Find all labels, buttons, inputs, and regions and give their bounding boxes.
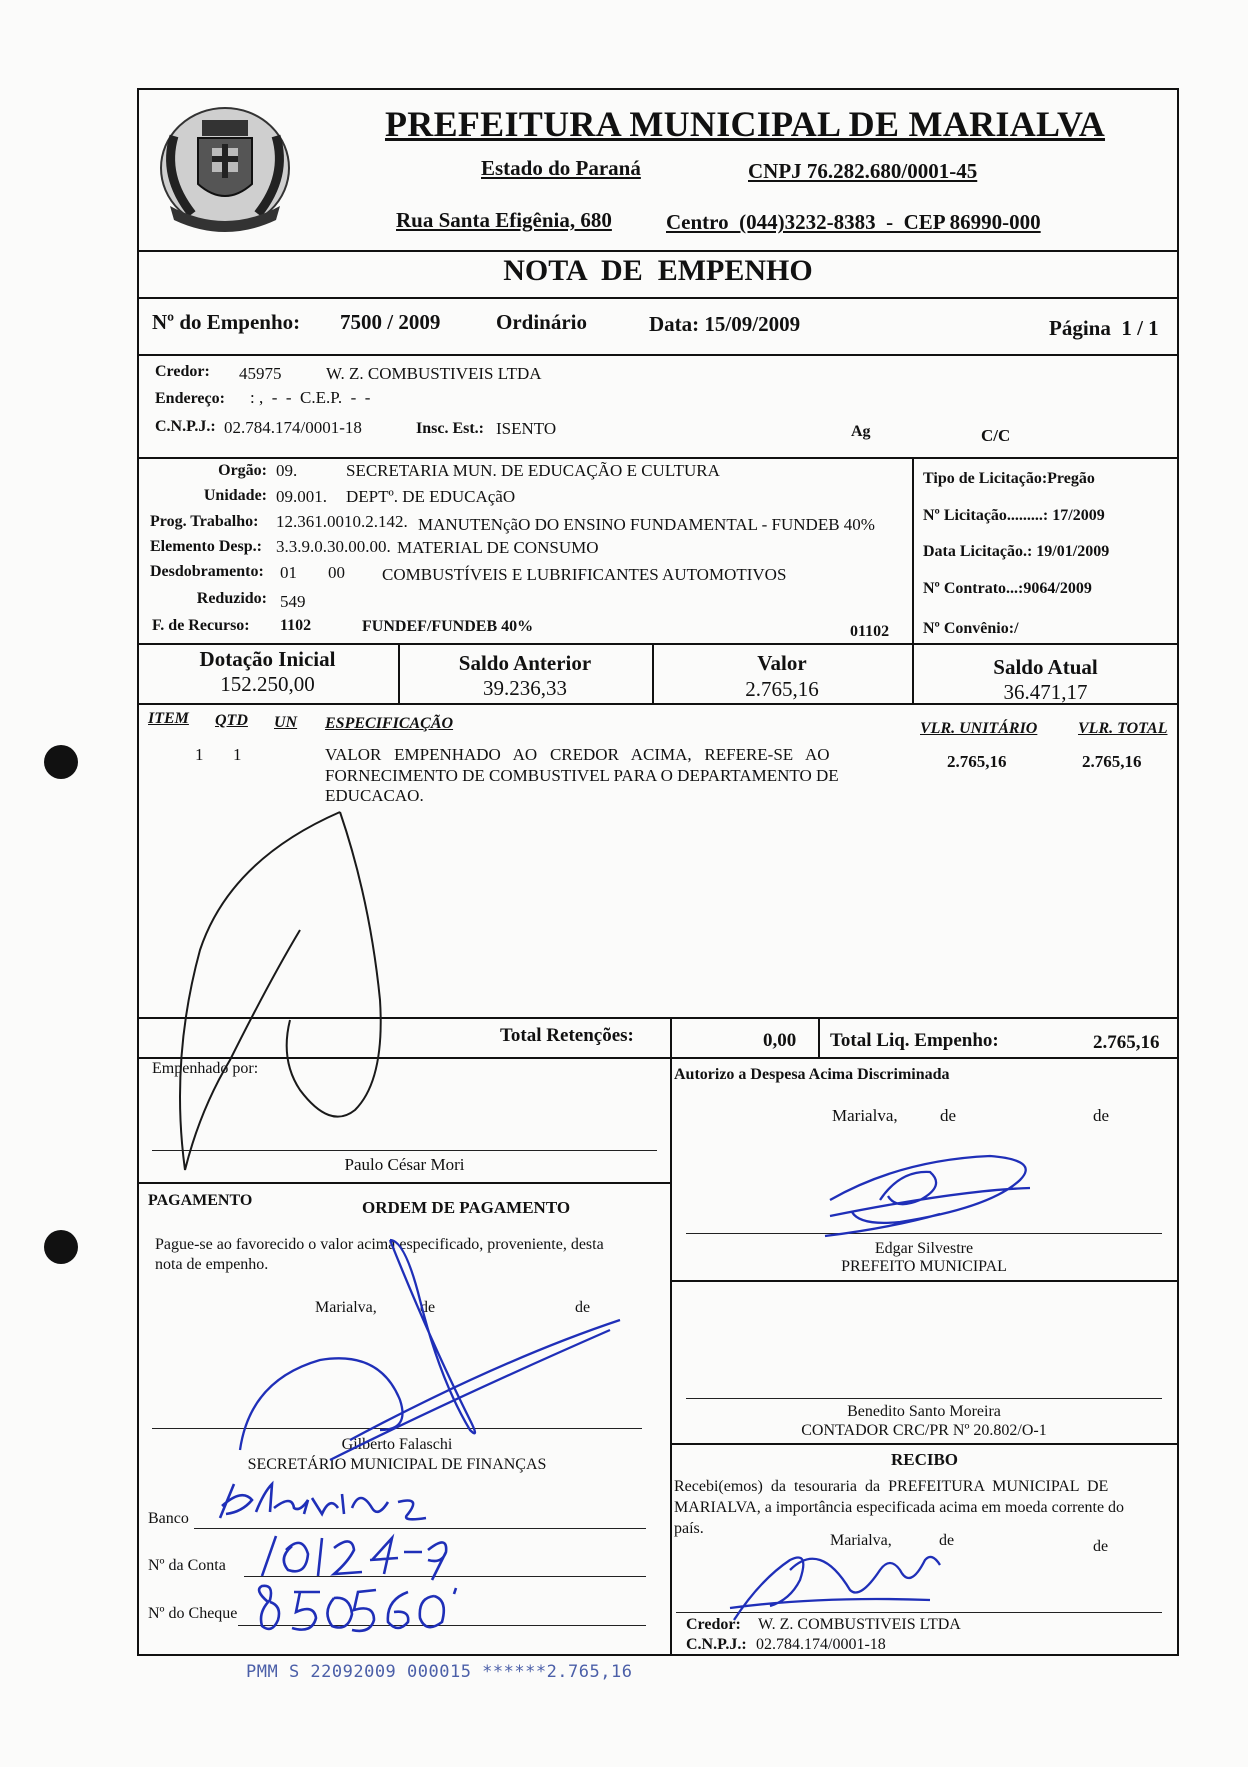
autorizo-despesa: Autorizo a Despesa Acima Discriminada <box>674 1066 950 1083</box>
handwritten-conta <box>252 1530 452 1587</box>
page-number: Página 1 / 1 <box>1049 316 1159 340</box>
municipality-cnpj: CNPJ 76.282.680/0001-45 <box>748 159 978 183</box>
credor-code: 45975 <box>239 364 282 383</box>
numero-contrato: Nº Contrato...:9064/2009 <box>923 580 1092 597</box>
conta-corrente-label: C/C <box>981 426 1011 445</box>
prog-trabalho-code: 12.361.0010.2.142. <box>276 512 408 531</box>
reduzido-label: Reduzido: <box>196 590 267 607</box>
ordem-marialva: Marialva, <box>315 1299 377 1316</box>
agencia-label: Ag <box>851 423 871 440</box>
recibo-cnpj-label: C.N.P.J.: <box>686 1636 747 1653</box>
total-retencoes-label: Total Retenções: <box>500 1025 634 1046</box>
desdobramento-name: COMBUSTÍVEIS E LUBRIFICANTES AUTOMOTIVOS <box>382 565 787 584</box>
item-spec-line2: FORNECIMENTO DE COMBUSTIVEL PARA O DEPARTAMENTO DE <box>325 766 839 785</box>
elemento-desp-name: MATERIAL DE CONSUMO <box>397 538 599 557</box>
insc-est-value: ISENTO <box>496 419 557 438</box>
pagamento-label: PAGAMENTO <box>148 1192 253 1209</box>
cnpj-value: 02.784.174/0001-18 <box>224 418 362 437</box>
handwritten-banco <box>212 1478 442 1535</box>
credor-label: Credor: <box>155 363 210 380</box>
autorizo-de2: de <box>1093 1106 1110 1125</box>
item-number: 1 <box>195 745 204 764</box>
item-spec-line3: EDUCACAO. <box>325 786 424 805</box>
prog-trabalho-label: Prog. Trabalho: <box>150 513 259 530</box>
recibo-line1: Recebi(emos) da tesouraria da PREFEITURA MUNICIPAL DE <box>674 1478 1109 1495</box>
orgao-label: Orgão: <box>218 462 267 479</box>
recurso-code: 1102 <box>280 617 312 634</box>
total-liq-empenho-label: Total Liq. Empenho: <box>830 1030 999 1051</box>
orgao-name: SECRETARIA MUN. DE EDUCAÇÃO E CULTURA <box>346 461 720 480</box>
pague-se-line1: Pague-se ao favorecido o valor acima especificado, proveniente, desta <box>155 1236 604 1253</box>
saldo-atual-label: Saldo Atual <box>993 655 1098 679</box>
unidade-label: Unidade: <box>203 487 267 504</box>
data-licitacao: Data Licitação.: 19/01/2009 <box>923 543 1110 560</box>
reduzido-value: 549 <box>280 592 306 611</box>
cheque-label: Nº do Cheque <box>148 1605 238 1622</box>
item-unit-value: 2.765,16 <box>947 752 1007 771</box>
numero-convenio: Nº Convênio:/ <box>923 620 1019 637</box>
recibo-line3: país. <box>674 1520 704 1537</box>
saldo-anterior-value: 39.236,33 <box>483 676 567 700</box>
desdobramento-label: Desdobramento: <box>150 563 264 580</box>
tipo-licitacao: Tipo de Licitação:Pregão <box>923 470 1095 487</box>
recurso-name: FUNDEF/FUNDEB 40% <box>362 618 534 635</box>
ordem-de1: de <box>420 1299 436 1316</box>
empenho-number: 7500 / 2009 <box>340 310 441 334</box>
empenhado-por-name: Paulo César Mori <box>344 1155 465 1174</box>
recibo-credor-value: W. Z. COMBUSTIVEIS LTDA <box>758 1616 961 1633</box>
punch-hole-top <box>44 745 78 779</box>
punch-hole-bottom <box>44 1230 78 1264</box>
total-liq-empenho-value: 2.765,16 <box>1093 1032 1160 1053</box>
recibo-credor-label: Credor: <box>686 1616 741 1633</box>
municipality-title: PREFEITURA MUNICIPAL DE MARIALVA <box>384 104 1106 144</box>
dotacao-inicial-label: Dotação Inicial <box>199 647 336 671</box>
state-name: Estado do Paraná <box>481 156 641 180</box>
document-title: NOTA DE EMPENHO <box>503 254 813 287</box>
recibo-de2: de <box>1093 1538 1109 1555</box>
valor-value: 2.765,16 <box>745 677 819 701</box>
elemento-desp-code: 3.3.9.0.30.00.00. <box>276 537 391 556</box>
secretario-name: Gilberto Falaschi <box>341 1436 453 1453</box>
item-spec-line1: VALOR EMPENHADO AO CREDOR ACIMA, REFERE-SE AO <box>325 745 830 764</box>
desdobramento-code1: 01 <box>280 563 297 582</box>
municipality-address: Rua Santa Efigênia, 680 <box>396 208 612 232</box>
valor-label: Valor <box>757 651 807 675</box>
elemento-desp-label: Elemento Desp.: <box>150 538 262 555</box>
total-retencoes-value: 0,00 <box>763 1030 797 1051</box>
handwritten-cheque <box>248 1582 468 1643</box>
empenho-date: Data: 15/09/2009 <box>649 312 801 336</box>
col-item-header: ITEM <box>148 710 189 727</box>
prefeito-name: Edgar Silvestre <box>874 1240 974 1257</box>
secretario-role: SECRETÁRIO MUNICIPAL DE FINANÇAS <box>247 1456 547 1473</box>
item-qtd: 1 <box>233 745 242 764</box>
orgao-code: 09. <box>276 461 298 480</box>
conta-label: Nº da Conta <box>148 1557 226 1574</box>
insc-est-label: Insc. Est.: <box>416 420 485 437</box>
autorizo-marialva: Marialva, <box>832 1106 898 1125</box>
col-un-header: UN <box>274 714 298 731</box>
recibo-title: RECIBO <box>890 1450 959 1469</box>
contador-name: Benedito Santo Moreira <box>847 1403 1001 1420</box>
coat-of-arms-logo <box>152 96 298 236</box>
cnpj-label: C.N.P.J.: <box>155 418 216 435</box>
desdobramento-code2: 00 <box>328 563 345 582</box>
unidade-code: 09.001. <box>276 487 327 506</box>
empenho-number-label: Nº do Empenho: <box>152 310 301 334</box>
recurso-label: F. de Recurso: <box>152 617 250 634</box>
banco-label: Banco <box>148 1510 189 1527</box>
item-total-value: 2.765,16 <box>1082 752 1142 771</box>
ordem-pagamento-label: ORDEM DE PAGAMENTO <box>362 1198 571 1217</box>
recibo-de1: de <box>939 1532 955 1549</box>
saldo-anterior-label: Saldo Anterior <box>458 651 592 675</box>
numero-licitacao: Nº Licitação.........: 17/2009 <box>923 507 1105 524</box>
col-vlr-total-header: VLR. TOTAL <box>1078 720 1168 737</box>
unidade-name: DEPTº. DE EDUCAçãO <box>346 487 516 506</box>
municipality-contact: Centro (044)3232-8383 - CEP 86990-000 <box>666 210 1041 234</box>
pague-se-line2: nota de empenho. <box>155 1256 269 1273</box>
dotacao-inicial-value: 152.250,00 <box>220 672 315 696</box>
endereco-label: Endereço: <box>155 390 225 407</box>
recibo-cnpj-value: 02.784.174/0001-18 <box>756 1636 886 1653</box>
ordem-de2: de <box>575 1299 591 1316</box>
prog-trabalho-name: MANUTENçãO DO ENSINO FUNDAMENTAL - FUNDEB 40% <box>418 515 875 534</box>
recibo-line2: MARIALVA, a importância especificada acima em moeda corrente do <box>674 1499 1125 1516</box>
autorizo-de1: de <box>940 1106 957 1125</box>
contador-role: CONTADOR CRC/PR Nº 20.802/O-1 <box>801 1422 1047 1439</box>
empenhado-por-label: Empenhado por: <box>152 1060 259 1077</box>
prefeito-role: PREFEITO MUNICIPAL <box>841 1258 1007 1275</box>
credor-name: W. Z. COMBUSTIVEIS LTDA <box>326 364 542 383</box>
saldo-atual-value: 36.471,17 <box>1003 680 1088 704</box>
recibo-marialva: Marialva, <box>830 1532 892 1549</box>
empenho-type: Ordinário <box>496 310 588 334</box>
col-qtd-header: QTD <box>215 712 248 729</box>
col-vlr-unitario-header: VLR. UNITÁRIO <box>920 720 1038 737</box>
recurso-right-code: 01102 <box>850 623 890 640</box>
endereco-value: : , - - C.E.P. - - <box>250 388 371 407</box>
processing-stamp: PMM S 22092009 000015 ******2.765,16 <box>246 1662 633 1682</box>
col-especificacao-header: ESPECIFICAÇÃO <box>325 715 454 732</box>
